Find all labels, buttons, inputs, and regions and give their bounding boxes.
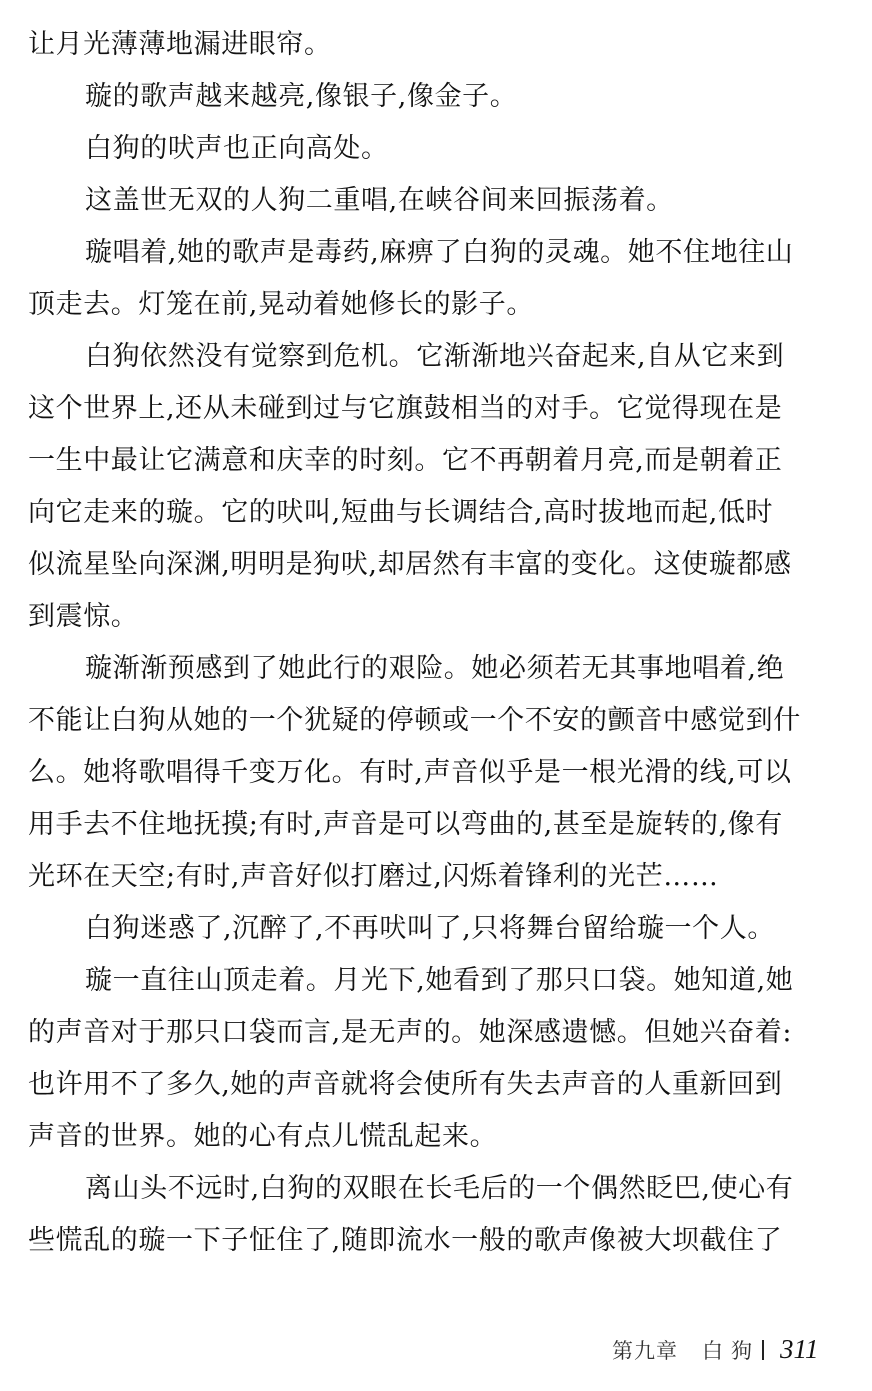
running-header-section: 白狗 [702, 1338, 760, 1363]
text-line: 璇一直往山顶走着。月光下,她看到了那只口袋。她知道,她 [85, 965, 794, 996]
text-line: 向它走来的璇。它的吠叫,短曲与长调结合,高时拔地而起,低时 [28, 497, 774, 528]
text-line: 这个世界上,还从未碰到过与它旗鼓相当的对手。它觉得现在是 [28, 393, 783, 424]
text-line: 似流星坠向深渊,明明是狗吠,却居然有丰富的变化。这使璇都感 [28, 549, 792, 580]
text-line: 声音的世界。她的心有点儿慌乱起来。 [28, 1121, 498, 1152]
text-line: 的声音对于那只口袋而言,是无声的。她深感遗憾。但她兴奋着: [28, 1017, 793, 1048]
text-line: 这盖世无双的人狗二重唱,在峡谷间来回振荡着。 [85, 185, 674, 216]
text-line: 不能让白狗从她的一个犹疑的停顿或一个不安的颤音中感觉到什 [28, 705, 801, 736]
page-number: 311 [780, 1334, 819, 1364]
page-footer [612, 1334, 819, 1365]
text-line: 璇唱着,她的歌声是毒药,麻痹了白狗的灵魂。她不住地往山 [85, 237, 794, 268]
text-line: 用手去不住地抚摸;有时,声音是可以弯曲的,甚至是旋转的,像有 [28, 809, 783, 840]
text-line: 白狗依然没有觉察到危机。它渐渐地兴奋起来,自从它来到 [85, 341, 785, 372]
text-line: 白狗迷惑了,沉醉了,不再吠叫了,只将舞台留给璇一个人。 [85, 913, 775, 944]
text-line: 璇渐渐预感到了她此行的艰险。她必须若无其事地唱着,绝 [85, 653, 785, 684]
text-line: 到震惊。 [28, 601, 139, 632]
text-line: 璇的歌声越来越亮,像银子,像金子。 [85, 81, 518, 112]
text-line: 些慌乱的璇一下子怔住了,随即流水一般的歌声像被大坝截住了 [28, 1225, 783, 1256]
text-line: 离山头不远时,白狗的双眼在长毛后的一个偶然眨巴,使心有 [85, 1173, 794, 1204]
page-body [28, 24, 844, 1272]
text-line: 么。她将歌唱得千变万化。有时,声音似乎是一根光滑的线,可以 [28, 757, 792, 788]
text-line: 白狗的吠声也正向高处。 [85, 133, 389, 164]
footer-divider [762, 1340, 764, 1360]
text-line: 一生中最让它满意和庆幸的时刻。它不再朝着月亮,而是朝着正 [28, 445, 783, 476]
text-line: 顶走去。灯笼在前,晃动着她修长的影子。 [28, 289, 534, 320]
text-line: 让月光薄薄地漏进眼帘。 [28, 29, 332, 60]
running-header-chapter: 第九章 [612, 1338, 678, 1363]
text-line: 光环在天空;有时,声音好似打磨过,闪烁着锋利的光芒…… [28, 861, 719, 892]
text-line: 也许用不了多久,她的声音就将会使所有失去声音的人重新回到 [28, 1069, 783, 1100]
